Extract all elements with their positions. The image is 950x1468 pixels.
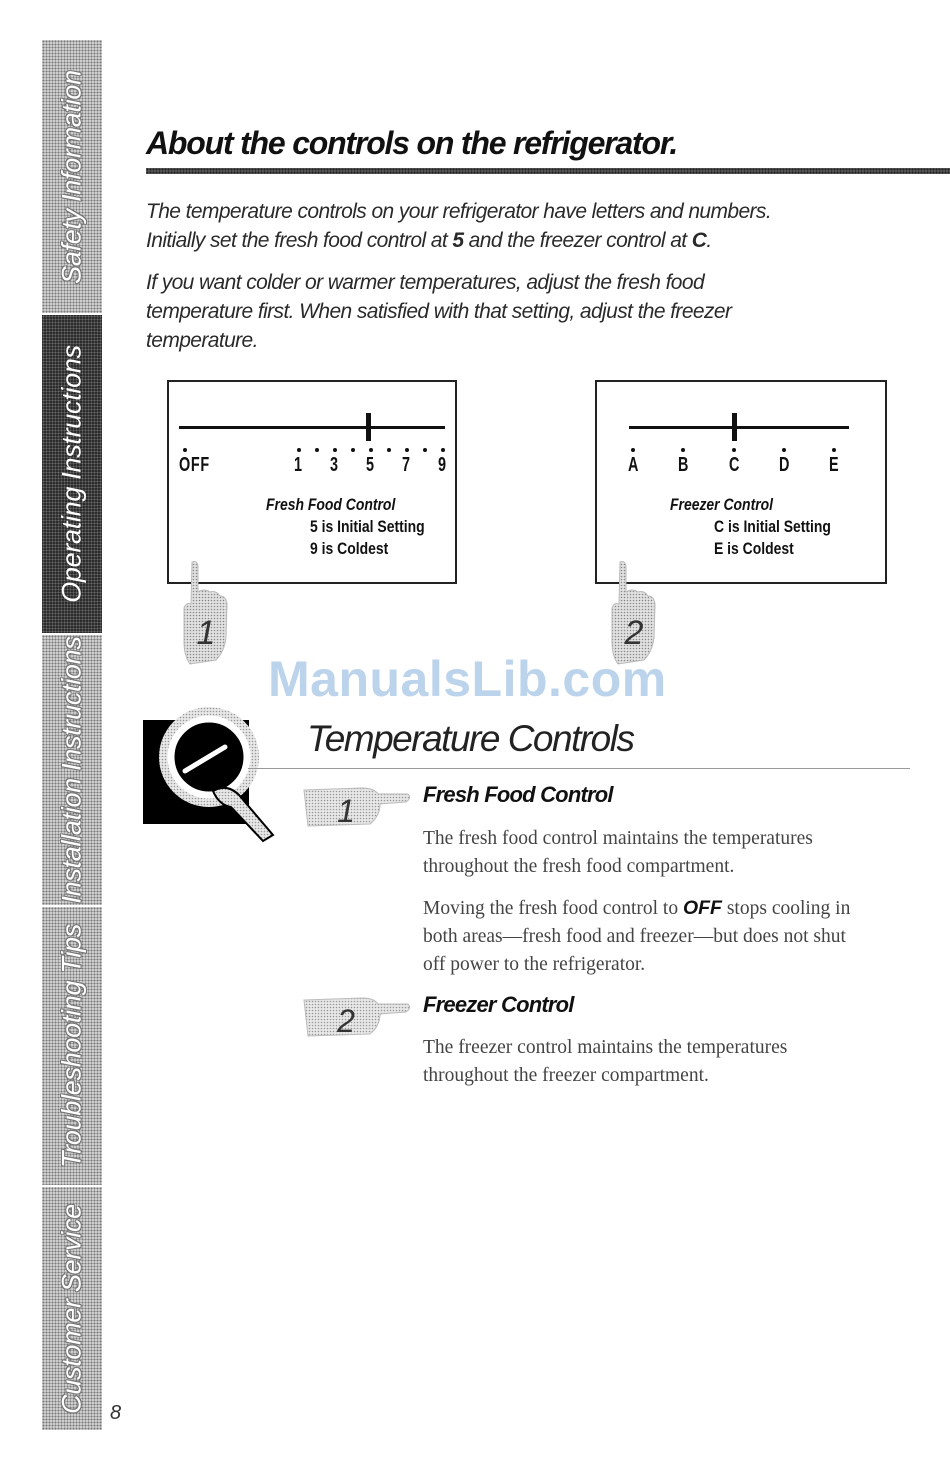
dial-caption: Fresh Food Control <box>266 495 396 514</box>
dial-tick <box>369 448 373 452</box>
intro-paragraph-1 <box>146 197 886 255</box>
fresh-food-paragraph-1 <box>423 825 903 881</box>
intro-text: . <box>706 229 712 252</box>
body-text: stops cooling in <box>721 898 851 919</box>
tab-installation-instructions[interactable] <box>42 635 102 907</box>
dial-tick <box>782 448 786 452</box>
pointing-hand-icon <box>302 994 412 1042</box>
dial-label: 9 <box>438 454 447 476</box>
dial-tick <box>681 448 685 452</box>
watermark: ManualsLib.com <box>268 651 667 707</box>
dial-setting-marker <box>732 413 737 441</box>
dial-caption: Freezer Control <box>670 495 774 514</box>
dial-note-coldest: E is Coldest <box>714 539 794 558</box>
pointing-hand-icon <box>302 784 412 832</box>
body-line: off power to the refrigerator. <box>423 954 646 975</box>
freezer-dial-panel <box>595 380 887 584</box>
tab-label: Customer Service <box>56 1203 87 1414</box>
dial-label: 7 <box>402 454 411 476</box>
hand-number: 1 <box>196 614 216 652</box>
dial-label: A <box>628 454 640 476</box>
freezer-paragraph <box>423 1034 903 1090</box>
dial-tick <box>315 448 319 452</box>
hand-number: 2 <box>624 614 644 652</box>
tab-label: Safety Information <box>56 69 87 284</box>
dial-label: C <box>729 454 741 476</box>
intro-setting-fresh: 5 <box>452 229 464 252</box>
page-title: About the controls on the refrigerator. <box>146 125 678 161</box>
tab-label: Troubleshooting Tips <box>56 924 87 1168</box>
intro-line: The temperature controls on your refrigerator have letters and numbers. <box>146 200 772 223</box>
body-line: throughout the freezer compartment. <box>423 1065 709 1086</box>
dial-label: 1 <box>294 454 303 476</box>
dial-note-coldest: 9 is Coldest <box>310 539 389 558</box>
tab-safety-information[interactable] <box>42 40 102 315</box>
off-setting: OFF <box>682 897 722 919</box>
dial-tick <box>832 448 836 452</box>
dial-label: B <box>678 454 690 476</box>
page-number: 8 <box>110 1402 122 1424</box>
dial-track <box>179 426 445 429</box>
dial-tick <box>183 448 187 452</box>
tab-operating-instructions[interactable] <box>42 315 102 635</box>
fresh-food-control-heading: Fresh Food Control <box>423 782 613 807</box>
fresh-food-paragraph-2 <box>423 894 903 979</box>
dial-note-initial: C is Initial Setting <box>714 517 831 536</box>
dial-tick <box>423 448 427 452</box>
dial-label: E <box>829 454 840 476</box>
body-line: The fresh food control maintains the temperatures <box>423 828 813 849</box>
callout-number: 2 <box>337 1003 355 1039</box>
pointing-hand-icon <box>180 560 230 666</box>
dial-tick <box>333 448 337 452</box>
tab-customer-service[interactable] <box>42 1187 102 1432</box>
dial-label: 3 <box>330 454 339 476</box>
dial-tick <box>351 448 355 452</box>
freezer-control-heading: Freezer Control <box>423 992 574 1017</box>
dial-tick <box>441 448 445 452</box>
dial-tick <box>732 448 736 452</box>
side-tabs <box>42 40 102 1430</box>
intro-paragraph-2 <box>146 268 886 355</box>
intro-text: Initially set the fresh food control at <box>146 229 453 252</box>
intro-setting-freezer: C <box>691 229 707 252</box>
dial-tick <box>297 448 301 452</box>
dial-label-off: OFF <box>179 454 210 476</box>
temperature-dial-icon <box>143 695 283 855</box>
body-line: both areas—fresh food and freezer—but does not shut <box>423 926 846 947</box>
title-rule <box>146 168 950 174</box>
dial-tick <box>631 448 635 452</box>
section-rule <box>248 768 910 769</box>
callout-number: 1 <box>337 793 355 829</box>
dial-label: D <box>779 454 791 476</box>
dial-setting-marker <box>366 413 371 441</box>
dial-tick <box>405 448 409 452</box>
body-text: Moving the fresh food control to <box>423 898 683 919</box>
fresh-food-dial-panel <box>167 380 457 584</box>
tab-label: Operating Instructions <box>56 345 87 603</box>
body-line: throughout the fresh food compartment. <box>423 856 735 877</box>
dial-label: 5 <box>366 454 375 476</box>
tab-label: Installation Instructions <box>56 636 87 904</box>
dial-track <box>629 426 849 429</box>
body-line: The freezer control maintains the temperatures <box>423 1037 788 1058</box>
section-title: Temperature Controls <box>307 718 634 759</box>
intro-text: and the freezer control at <box>463 229 692 252</box>
intro-line: temperature. <box>146 329 258 352</box>
dial-note-initial: 5 is Initial Setting <box>310 517 425 536</box>
intro-line: temperature first. When satisfied with that setting, adjust the freezer <box>146 300 732 323</box>
intro-line: If you want colder or warmer temperatures, adjust the fresh food <box>146 271 705 294</box>
tab-troubleshooting-tips[interactable] <box>42 907 102 1187</box>
dial-tick <box>387 448 391 452</box>
